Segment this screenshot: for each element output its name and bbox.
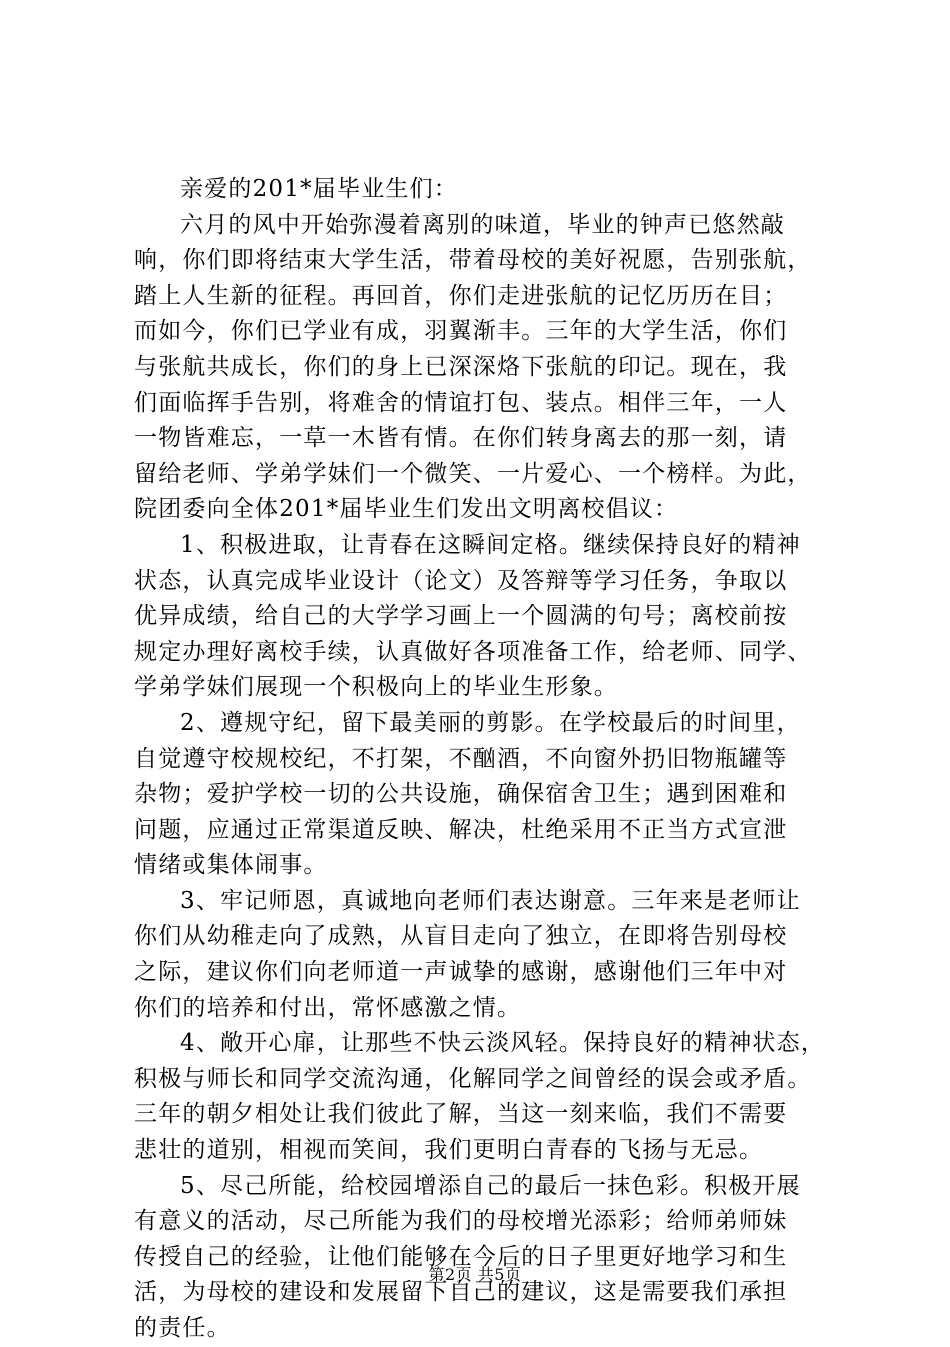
paragraph-item-5 xyxy=(134,1169,828,1347)
text-line: 问题，应通过正常渠道反映、解决，杜绝采用不正当方式宣泄 xyxy=(134,816,788,843)
text-line: 有意义的活动，尽己所能为我们的母校增光添彩；给师弟师妹 xyxy=(134,1208,788,1235)
text-line: 而如今，你们已学业有成，羽翼渐丰。三年的大学生活，你们 xyxy=(134,318,788,345)
text-line: 杂物；爱护学校一切的公共设施，确保宿舍卫生；遇到困难和 xyxy=(134,781,788,808)
text-line: 规定办理好离校手续，认真做好各项准备工作，给老师、同学、 xyxy=(134,638,812,665)
text-line: 你们从幼稚走向了成熟，从盲目走向了独立，在即将告别母校 xyxy=(134,923,788,950)
text-line: 留给老师、学弟学妹们一个微笑、一片爱心、一个榜样。为此， xyxy=(134,460,812,487)
paragraph-item-4 xyxy=(134,1026,828,1168)
text-line: 活，为母校的建设和发展留下自己的建议，这是需要我们承担 xyxy=(134,1279,788,1306)
text-line: 2、遵规守纪，留下最美丽的剪影。在学校最后的时间里， xyxy=(180,709,801,736)
paragraph-item-2 xyxy=(134,706,828,884)
greeting: 亲爱的201*届毕业生们： xyxy=(180,176,458,202)
page-number-footer: 第2页 共5页 xyxy=(428,1265,522,1284)
paragraph-intro xyxy=(134,208,828,528)
paragraph-item-1 xyxy=(134,528,828,706)
text-line: 响，你们即将结束大学生活，带着母校的美好祝愿，告别张航， xyxy=(134,247,812,274)
text-line: 状态，认真完成毕业设计（论文）及答辩等学习任务，争取以 xyxy=(134,567,788,594)
text-line: 情绪或集体闹事。 xyxy=(134,852,328,879)
text-line: 积极与师长和同学交流沟通，化解同学之间曾经的误会或矛盾。 xyxy=(134,1065,812,1092)
paragraph-item-3 xyxy=(134,884,828,1026)
text-line: 4、敞开心扉，让那些不快云淡风轻。保持良好的精神状态， xyxy=(180,1030,826,1057)
text-line: 六月的风中开始弥漫着离别的味道，毕业的钟声已悠然敲 xyxy=(180,211,785,238)
text-line: 踏上人生新的征程。再回首，你们走进张航的记忆历历在目； xyxy=(134,282,788,309)
text-line: 你们的培养和付出，常怀感激之情。 xyxy=(134,994,522,1021)
text-line: 传授自己的经验，让他们能够在今后的日子里更好地学习和生 xyxy=(134,1243,788,1270)
text-line: 自觉遵守校规校纪，不打架，不酗酒，不向窗外扔旧物瓶罐等 xyxy=(134,745,788,772)
text-line: 优异成绩，给自己的大学学习画上一个圆满的句号；离校前按 xyxy=(134,603,788,630)
text-line: 院团委向全体201*届毕业生们发出文明离校倡议： xyxy=(134,496,679,523)
document-body xyxy=(134,172,828,1347)
text-line: 的责任。 xyxy=(134,1315,231,1341)
text-line: 三年的朝夕相处让我们彼此了解，当这一刻来临，我们不需要 xyxy=(134,1101,788,1128)
text-line: 悲壮的道别，相视而笑间，我们更明白青春的飞扬与无忌。 xyxy=(134,1137,764,1164)
text-line: 之际，建议你们向老师道一声诚挚的感谢，感谢他们三年中对 xyxy=(134,959,788,986)
text-line: 与张航共成长，你们的身上已深深烙下张航的印记。现在，我 xyxy=(134,353,788,380)
text-line: 学弟学妹们展现一个积极向上的毕业生形象。 xyxy=(134,674,618,701)
text-line: 5、尽己所能，给校园增添自己的最后一抹色彩。积极开展 xyxy=(180,1172,801,1199)
text-line: 一物皆难忘，一草一木皆有情。在你们转身离去的那一刻，请 xyxy=(134,425,788,452)
text-line: 1、积极进取，让青春在这瞬间定格。继续保持良好的精神 xyxy=(180,531,801,558)
text-line: 们面临挥手告别，将难舍的情谊打包、装点。相伴三年，一人 xyxy=(134,389,788,416)
text-line: 3、牢记师恩，真诚地向老师们表达谢意。三年来是老师让 xyxy=(180,887,801,914)
